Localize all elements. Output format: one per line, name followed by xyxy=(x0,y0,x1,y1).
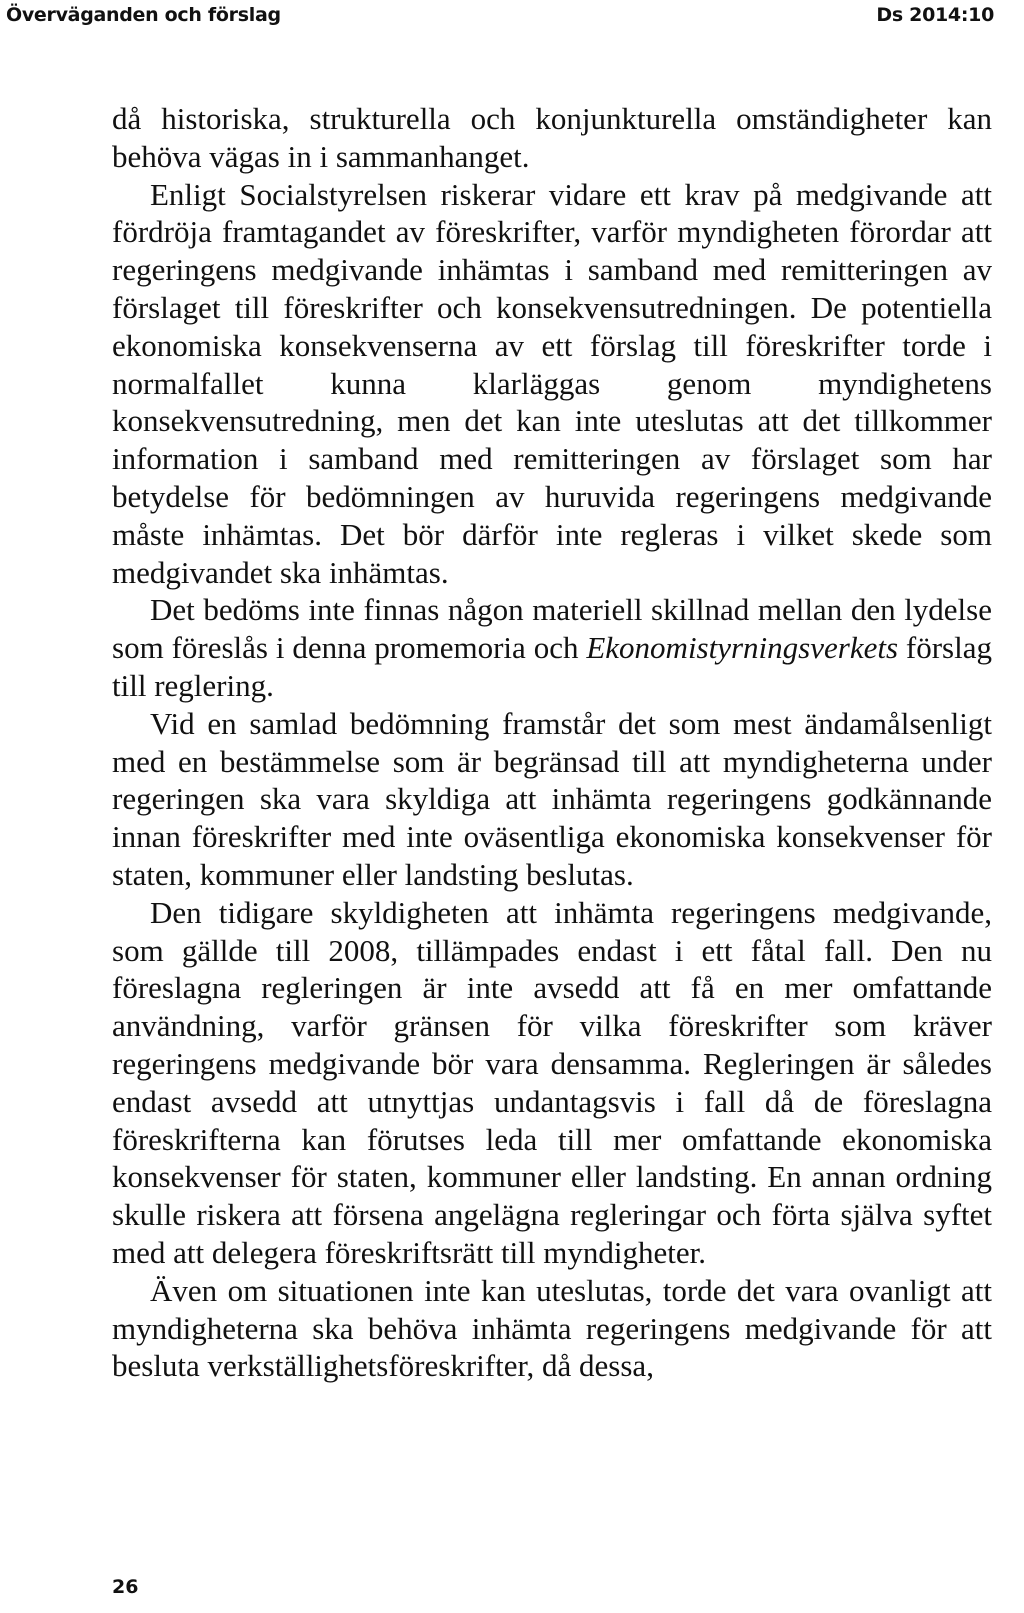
body-text xyxy=(112,100,992,1385)
section-title: Överväganden och förslag xyxy=(6,4,281,26)
paragraph-materiell-skillnad xyxy=(112,591,992,704)
page-number: 26 xyxy=(112,1576,139,1598)
paragraph-samlad-bedomning: Vid en samlad bedömning framstår det som mest ändamålsenligt med en bestämmelse som är begränsad till att myndigheterna under regeringen ska vara skyldiga att inhämta regeringens godkännande innan föreskrifter med inte oväsentliga ekonomiska konsekvenser för staten, kommuner eller landsting beslutas. xyxy=(112,705,992,892)
paragraph-text-before: Det bedöms inte finnas någon materiell skillnad mellan den lydelse som föreslås i denna promemoria och xyxy=(112,592,992,666)
document-id: Ds 2014:10 xyxy=(876,4,994,26)
italic-agency-name: Ekonomistyrningsverkets xyxy=(586,630,899,666)
paragraph-continuation: då historiska, strukturella och konjunkturella omständigheter kan behöva vägas in i sammanhanget. xyxy=(112,101,992,174)
paragraph-socialstyrelsen: Enligt Socialstyrelsen riskerar vidare ett krav på medgivande att fördröja framtagandet av föreskrifter, varför myndigheten förordar att regeringens medgivande inhämtas i samband med remitteringen av förslaget till föreskrifter och konsekvensutredningen. De potentiella ekonomiska konsekvenserna av ett förslag till föreskrifter torde i normalfallet kunna klarläggas genom myndighetens konsekvensutredning, men det kan inte uteslutas att det tillkommer information i samband med remitteringen av förslaget som har betydelse för bedömningen av huruvida regeringens medgivande måste inhämtas. Det bör därför inte regleras i vilket skede som medgivandet ska inhämtas. xyxy=(112,176,992,590)
running-header xyxy=(6,4,994,32)
paragraph-situationen: Även om situationen inte kan uteslutas, torde det vara ovanligt att myndigheterna ska behöva inhämta regeringens medgivande för att besluta verkställighetsföreskrifter, då dessa, xyxy=(112,1272,992,1384)
paragraph-tidigare-skyldighet: Den tidigare skyldigheten att inhämta regeringens medgivande, som gällde till 2008, tillämpades endast i ett fåtal fall. Den nu föreslagna regleringen är inte avsedd att få en mer omfattande användning, varför gränsen för vilka föreskrifter som kräver regeringens medgivande bör vara densamma. Regleringen är således endast avsedd att utnyttjas undantagsvis i fall då de föreslagna föreskrifterna kan förutses leda till mer omfattande ekonomiska konsekvenser för staten, kommuner eller landsting. En annan ordning skulle riskera att försena angelägna regleringar och förta själva syftet med att delegera föreskriftsrätt till myndigheter. xyxy=(112,894,992,1270)
paragraph-text-after: förslag till reglering. xyxy=(112,630,992,703)
